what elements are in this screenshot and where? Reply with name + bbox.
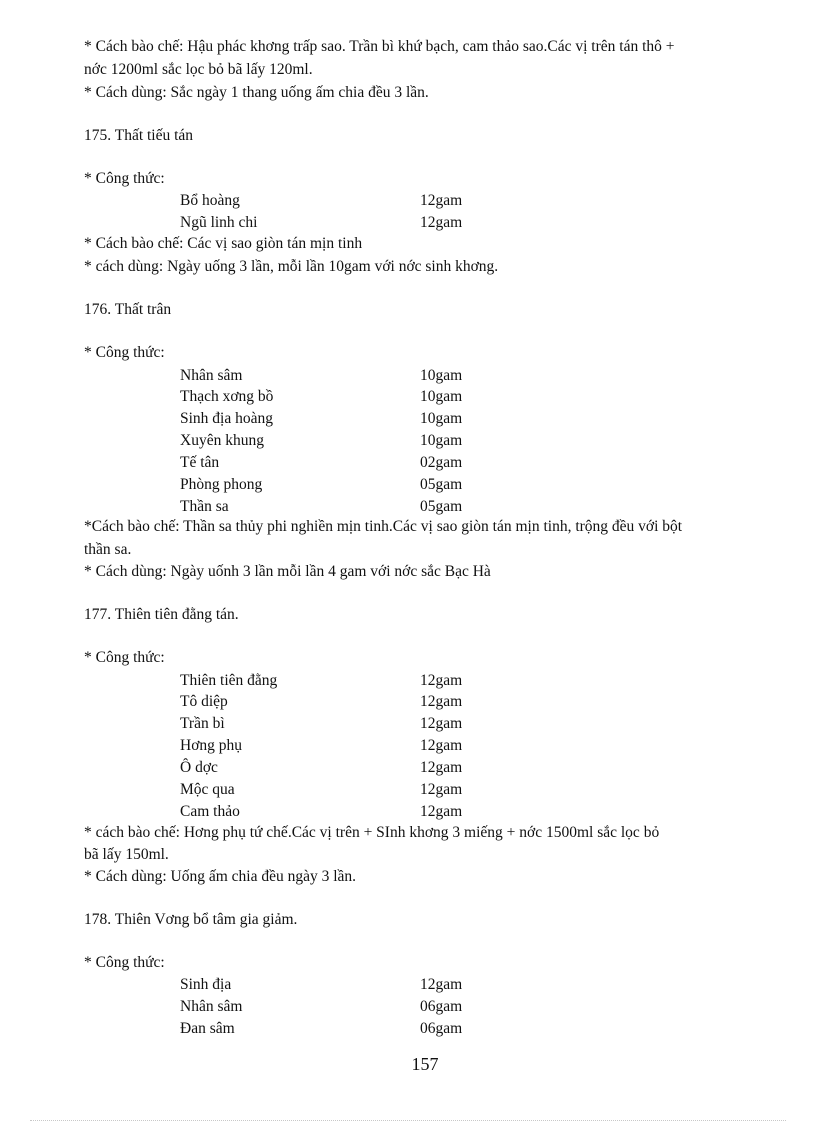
formula-label: * Công thức: bbox=[84, 170, 165, 187]
ingredient-amount: 06gam bbox=[420, 1020, 463, 1037]
text-line: * Cách bào chế: Các vị sao giòn tán mịn tinh bbox=[84, 235, 363, 252]
ingredient-amount: 06gam bbox=[420, 998, 463, 1015]
text-line: bã lấy 150ml. bbox=[84, 846, 169, 863]
ingredient-amount: 05gam bbox=[420, 498, 463, 515]
text-line: * Cách dùng: Uống ấm chia đều ngày 3 lần. bbox=[84, 868, 357, 885]
ingredient-amount: 12gam bbox=[420, 976, 463, 993]
text-line: thần sa. bbox=[84, 541, 132, 558]
text-line: * Cách dùng: Ngày uốnh 3 lần mỗi lần 4 gam với nớc sắc Bạc Hà bbox=[84, 563, 491, 580]
ingredient-name: Trần bì bbox=[180, 715, 225, 732]
ingredient-amount: 12gam bbox=[420, 759, 463, 776]
ingredient-name: Cam thảo bbox=[180, 803, 240, 820]
ingredient-name: Xuyên khung bbox=[180, 432, 264, 449]
ingredient-name: Phòng phong bbox=[180, 476, 263, 493]
ingredient-amount: 10gam bbox=[420, 388, 463, 405]
ingredient-name: Thần sa bbox=[180, 498, 229, 515]
ingredient-amount: 12gam bbox=[420, 803, 463, 820]
ingredient-amount: 10gam bbox=[420, 367, 463, 384]
ingredient-name: Bổ hoàng bbox=[180, 192, 240, 209]
ingredient-name: Nhân sâm bbox=[180, 367, 243, 384]
section-heading: 178. Thiên Vơng bổ tâm gia giảm. bbox=[84, 911, 298, 928]
ingredient-name: Tế tân bbox=[180, 454, 220, 471]
ingredient-amount: 12gam bbox=[420, 192, 463, 209]
ingredient-name: Mộc qua bbox=[180, 781, 235, 798]
formula-label: * Công thức: bbox=[84, 344, 165, 361]
text-line: * cách dùng: Ngày uống 3 lần, mỗi lần 10gam với nớc sinh khơng. bbox=[84, 258, 499, 275]
ingredient-name: Thiên tiên đằng bbox=[180, 672, 278, 689]
ingredient-name: Thạch xơng bồ bbox=[180, 388, 274, 405]
formula-label: * Công thức: bbox=[84, 954, 165, 971]
text-line: * Cách bào chế: Hậu phác khơng trấp sao. Trần bì khứ bạch, cam thảo sao.Các vị trên tán thô + bbox=[84, 38, 675, 55]
ingredient-amount: 12gam bbox=[420, 737, 463, 754]
text-line: * cách bào chế: Hơng phụ tứ chế.Các vị trên + SInh khơng 3 miếng + nớc 1500ml sắc lọc bỏ bbox=[84, 824, 660, 841]
ingredient-name: Ô dợc bbox=[180, 759, 218, 776]
page-number: 157 bbox=[411, 1054, 439, 1074]
ingredient-amount: 10gam bbox=[420, 410, 463, 427]
ingredient-amount: 12gam bbox=[420, 672, 463, 689]
ingredient-name: Ngũ linh chi bbox=[180, 214, 258, 231]
ingredient-name: Hơng phụ bbox=[180, 737, 243, 754]
ingredient-amount: 10gam bbox=[420, 432, 463, 449]
ingredient-name: Sinh địa bbox=[180, 976, 232, 993]
ingredient-amount: 12gam bbox=[420, 693, 463, 710]
section-heading: 176. Thất trân bbox=[84, 301, 172, 318]
section-heading: 175. Thất tiếu tán bbox=[84, 127, 194, 144]
text-line: *Cách bào chế: Thần sa thủy phi nghiền mịn tinh.Các vị sao giòn tán mịn tinh, trộng đều với bột bbox=[84, 518, 683, 535]
ingredient-amount: 12gam bbox=[420, 781, 463, 798]
ingredient-amount: 05gam bbox=[420, 476, 463, 493]
text-line: nớc 1200ml sắc lọc bỏ bã lấy 120ml. bbox=[84, 61, 313, 78]
ingredient-name: Tô diệp bbox=[180, 693, 228, 710]
ingredient-amount: 12gam bbox=[420, 715, 463, 732]
ingredient-name: Sinh địa hoàng bbox=[180, 410, 273, 427]
ingredient-name: Nhân sâm bbox=[180, 998, 243, 1015]
formula-label: * Công thức: bbox=[84, 649, 165, 666]
ingredient-name: Đan sâm bbox=[180, 1020, 235, 1037]
text-line: * Cách dùng: Sắc ngày 1 thang uống ấm chia đều 3 lần. bbox=[84, 84, 429, 101]
ingredient-amount: 02gam bbox=[420, 454, 463, 471]
ingredient-amount: 12gam bbox=[420, 214, 463, 231]
page-border-divider bbox=[30, 1120, 786, 1121]
section-heading: 177. Thiên tiên đằng tán. bbox=[84, 606, 239, 623]
